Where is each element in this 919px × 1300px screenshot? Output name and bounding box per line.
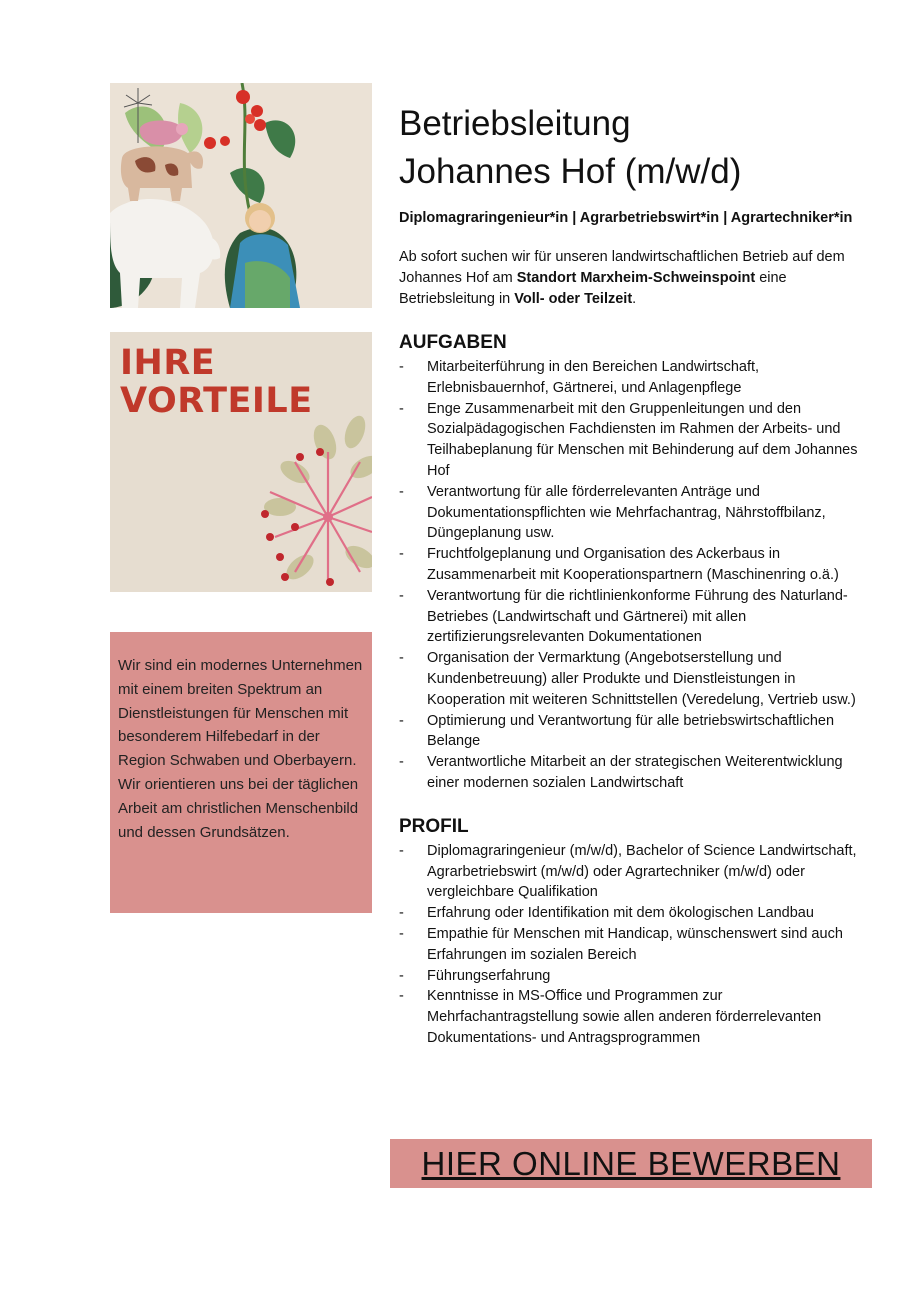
job-title	[399, 100, 869, 196]
apply-online-button[interactable]: HIER ONLINE BEWERBEN	[390, 1139, 872, 1188]
job-content	[399, 100, 869, 1049]
list-item: - Erfahrung oder Identifikation mit dem ökologischen Landbau	[399, 903, 869, 924]
job-subtitle: Diplomagraringenieur*in | Agrarbetriebswirt*in | Agrartechniker*in	[399, 210, 853, 226]
list-item: - Verantwortliche Mitarbeit an der strategischen Weiterentwicklung einer modernen sozialen Landwirtschaft	[399, 752, 869, 794]
hero-illustration	[110, 83, 372, 308]
list-item: - Kenntnisse in MS-Office und Programmen zur Mehrfachantragstellung sowie allen anderen förderrelevanten Dokumentations- und Antragsprogrammen	[399, 986, 869, 1048]
company-intro-box	[110, 632, 372, 913]
job-title-line-2: Johannes Hof (m/w/d)	[399, 152, 742, 191]
job-intro	[399, 247, 869, 310]
list-item: - Führungserfahrung	[399, 966, 869, 987]
job-title-line-1: Betriebsleitung	[399, 104, 631, 143]
farm-illustration-graphic	[110, 83, 372, 308]
job-hours: Voll- oder Teilzeit	[514, 291, 633, 307]
list-item: - Diplomagraringenieur (m/w/d), Bachelor of Science Landwirtschaft, Agrarbetriebswirt (m/w/d) oder Agrartechniker (m/w/d) oder vergleichbare Qualifikation	[399, 841, 869, 903]
list-item: - Fruchtfolgeplanung und Organisation des Ackerbaus in Zusammenarbeit mit Kooperationspartnern (Maschinenring o.ä.)	[399, 544, 869, 586]
job-location: Standort Marxheim-Schweinspoint	[516, 270, 756, 286]
profil-list	[399, 841, 869, 1049]
vorteile-line-2: VORTEILE	[120, 381, 313, 421]
list-item: - Empathie für Menschen mit Handicap, wünschenswert sind auch Erfahrungen im sozialen Bereich	[399, 924, 869, 966]
aufgaben-list	[399, 357, 869, 794]
list-item: - Verantwortung für die richtlinienkonforme Führung des Naturland-Betriebes (Landwirtschaft und Gärtnerei) mit allen zertifizierungsrelevanten Dokumentationen	[399, 586, 869, 648]
aufgaben-heading: AUFGABEN	[399, 332, 507, 353]
list-item: - Optimierung und Verantwortung für alle betriebswirtschaftlichen Belange	[399, 711, 869, 753]
list-item: - Verantwortung für alle förderrelevanten Anträge und Dokumentationspflichten wie Mehrfachantrag, Nährstoffbilanz, Düngeplanung usw.	[399, 482, 869, 544]
vorteile-card	[110, 332, 372, 592]
company-intro-text: Wir sind ein modernes Unternehmen mit einem breiten Spektrum an Dienstleistungen für Menschen mit besonderem Hilfebedarf in der Region Schwaben und Oberbayern. Wir orientieren uns bei der täglichen Arbeit am christlichen Menschenbild und dessen Grundsätzen.	[118, 657, 363, 841]
vorteile-heading	[120, 344, 313, 420]
list-item: - Organisation der Vermarktung (Angebotserstellung und Kundenbetreuung) aller Produkte und Dienstleistungen in Kooperation mit weiteren Schnittstellen (Veredelung, Vertrieb usw.)	[399, 648, 869, 710]
job-intro-part-1: Ab sofort suchen wir für unseren landwirtschaftlichen Betrieb auf dem Johannes Hof am	[399, 249, 845, 286]
list-item: - Enge Zusammenarbeit mit den Gruppenleitungen und den Sozialpädagogischen Fachdiensten im Rahmen der Arbeits- und Teilhabeplanung für Menschen mit Behinderung auf dem Johannes Hof	[399, 399, 869, 482]
list-item: - Mitarbeiterführung in den Bereichen Landwirtschaft, Erlebnisbauernhof, Gärtnerei, und Anlagenpflege	[399, 357, 869, 399]
job-intro-part-3: .	[632, 291, 637, 307]
vorteile-line-1: IHRE	[120, 343, 216, 383]
job-intro-part-2: eine Betriebsleitung in	[399, 270, 787, 307]
profil-heading: PROFIL	[399, 815, 469, 837]
